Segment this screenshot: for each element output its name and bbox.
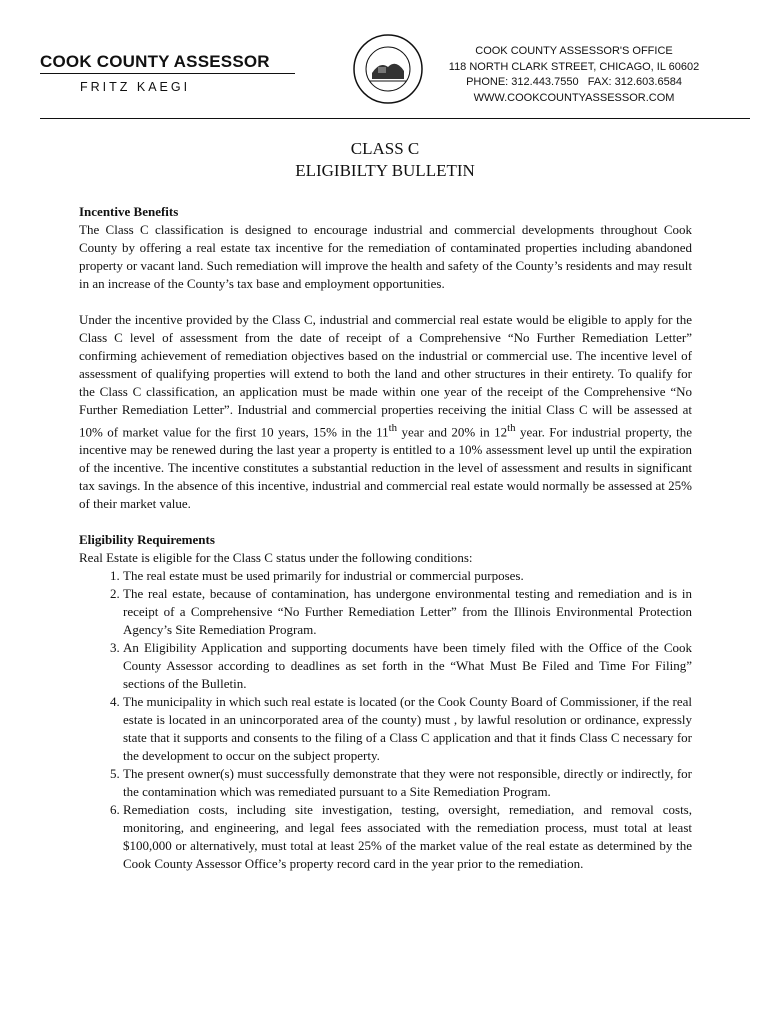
county-seal-icon bbox=[352, 33, 424, 105]
list-item: 5. The present owner(s) must successfully demonstrate that they were not responsible, directly or indirectly, for the contamination which was remediated pursuant to a Site Remediation Program. bbox=[123, 765, 692, 801]
office-phone-fax: PHONE: 312.443.7550 FAX: 312.603.6584 bbox=[466, 76, 682, 88]
letterhead-brand bbox=[40, 52, 295, 94]
document-title bbox=[0, 138, 770, 182]
incentive-paragraph-2 bbox=[79, 311, 692, 513]
incentive-heading: Incentive Benefits bbox=[79, 204, 179, 219]
office-website: WWW.COOKCOUNTYASSESSOR.COM bbox=[473, 91, 675, 104]
brand-title: COOK COUNTY ASSESSOR bbox=[40, 52, 295, 74]
office-name: COOK COUNTY ASSESSOR'S OFFICE bbox=[475, 45, 673, 57]
header-divider bbox=[40, 118, 750, 119]
list-item: 2. The real estate, because of contamination, has undergone environmental testing and remediation and is in receipt of a Comprehensive “No Further Remediation Letter” from the Illinois Environmental Protection Agency’s Site Remediation Program. bbox=[123, 585, 692, 639]
para2-part-a: Under the incentive provided by the Class C, industrial and commercial real estate would be eligible to apply for the Class C level of assessment from the date of receipt of a Comprehensive “No Further Remediation Letter” confirming achievement of remediation objectives based on the industrial or commercial use. The incentive level of assessment of qualifying properties will extend to both the land and other structures in their entirety. To qualify for the Class C classification, an application must be made within one year of the receipt of the Comprehensive “No Further Remediation Letter”. Industrial and commercial properties receiving the initial Class C will be assessed at 10% of market value for the first 10 years, 15% in the 11 bbox=[79, 312, 692, 440]
para2-part-c: year. For industrial property, the incentive may be renewed during the last year a property is entitled to a 10% assessment level up until the expiration of the incentive. The incentive constitutes a substantial reduction in the level of assessment and results in significant tax savings. In the absence of this incentive, industrial and commercial real estate would normally be assessed at 25% of their market value. bbox=[79, 424, 692, 512]
brand-subtitle: FRITZ KAEGI bbox=[80, 80, 191, 94]
list-item: 6. Remediation costs, including site investigation, testing, oversight, remediation, and removal costs, monitoring, and engineering, and legal fees associated with the remediation process, must total at least $100,000 or alternatively, must total at least 25% of the market value of the real estate as determined by the Cook County Assessor Office’s property record card in the year prior to the remediation. bbox=[123, 801, 692, 873]
superscript-th: th bbox=[507, 422, 516, 434]
para2-part-b: year and 20% in 12 bbox=[397, 424, 508, 440]
title-line-2: ELIGIBILTY BULLETIN bbox=[295, 161, 475, 180]
list-item: 4. The municipality in which such real estate is located (or the Cook County Board of Commissioner, if the real estate is located in an unincorporated area of the county) must , by lawful resolution or ordinance, expressly state that it supports and consents to the filing of a Class C application and that it finds Class C necessary for the development to occur on the subject property. bbox=[123, 693, 692, 765]
incentive-paragraph-1: The Class C classification is designed to encourage industrial and commercial developments throughout Cook County by offering a real estate tax incentive for the remediation of contaminated properties including abandoned property or vacant land. Such remediation will improve the health and safety of the County’s residents and may result in an increase of the County’s tax base and employment opportunities. bbox=[79, 222, 692, 291]
eligibility-list bbox=[79, 567, 692, 873]
eligibility-intro: Real Estate is eligible for the Class C status under the following conditions: bbox=[79, 550, 473, 566]
list-item: 3. An Eligibility Application and supporting documents have been timely filed with the Office of the Cook County Assessor according to deadlines as set forth in the “What Must Be Filed and Time For Filing” sections of the Bulletin. bbox=[123, 639, 692, 693]
eligibility-heading: Eligibility Requirements bbox=[79, 532, 215, 548]
superscript-th: th bbox=[388, 422, 398, 434]
title-line-1: CLASS C bbox=[350, 139, 420, 158]
document-body bbox=[79, 203, 692, 873]
office-contact-block bbox=[424, 44, 724, 106]
list-item: 1. The real estate must be used primarily for industrial or commercial purposes. bbox=[123, 567, 692, 585]
office-address: 118 NORTH CLARK STREET, CHICAGO, IL 60602 bbox=[448, 60, 700, 73]
